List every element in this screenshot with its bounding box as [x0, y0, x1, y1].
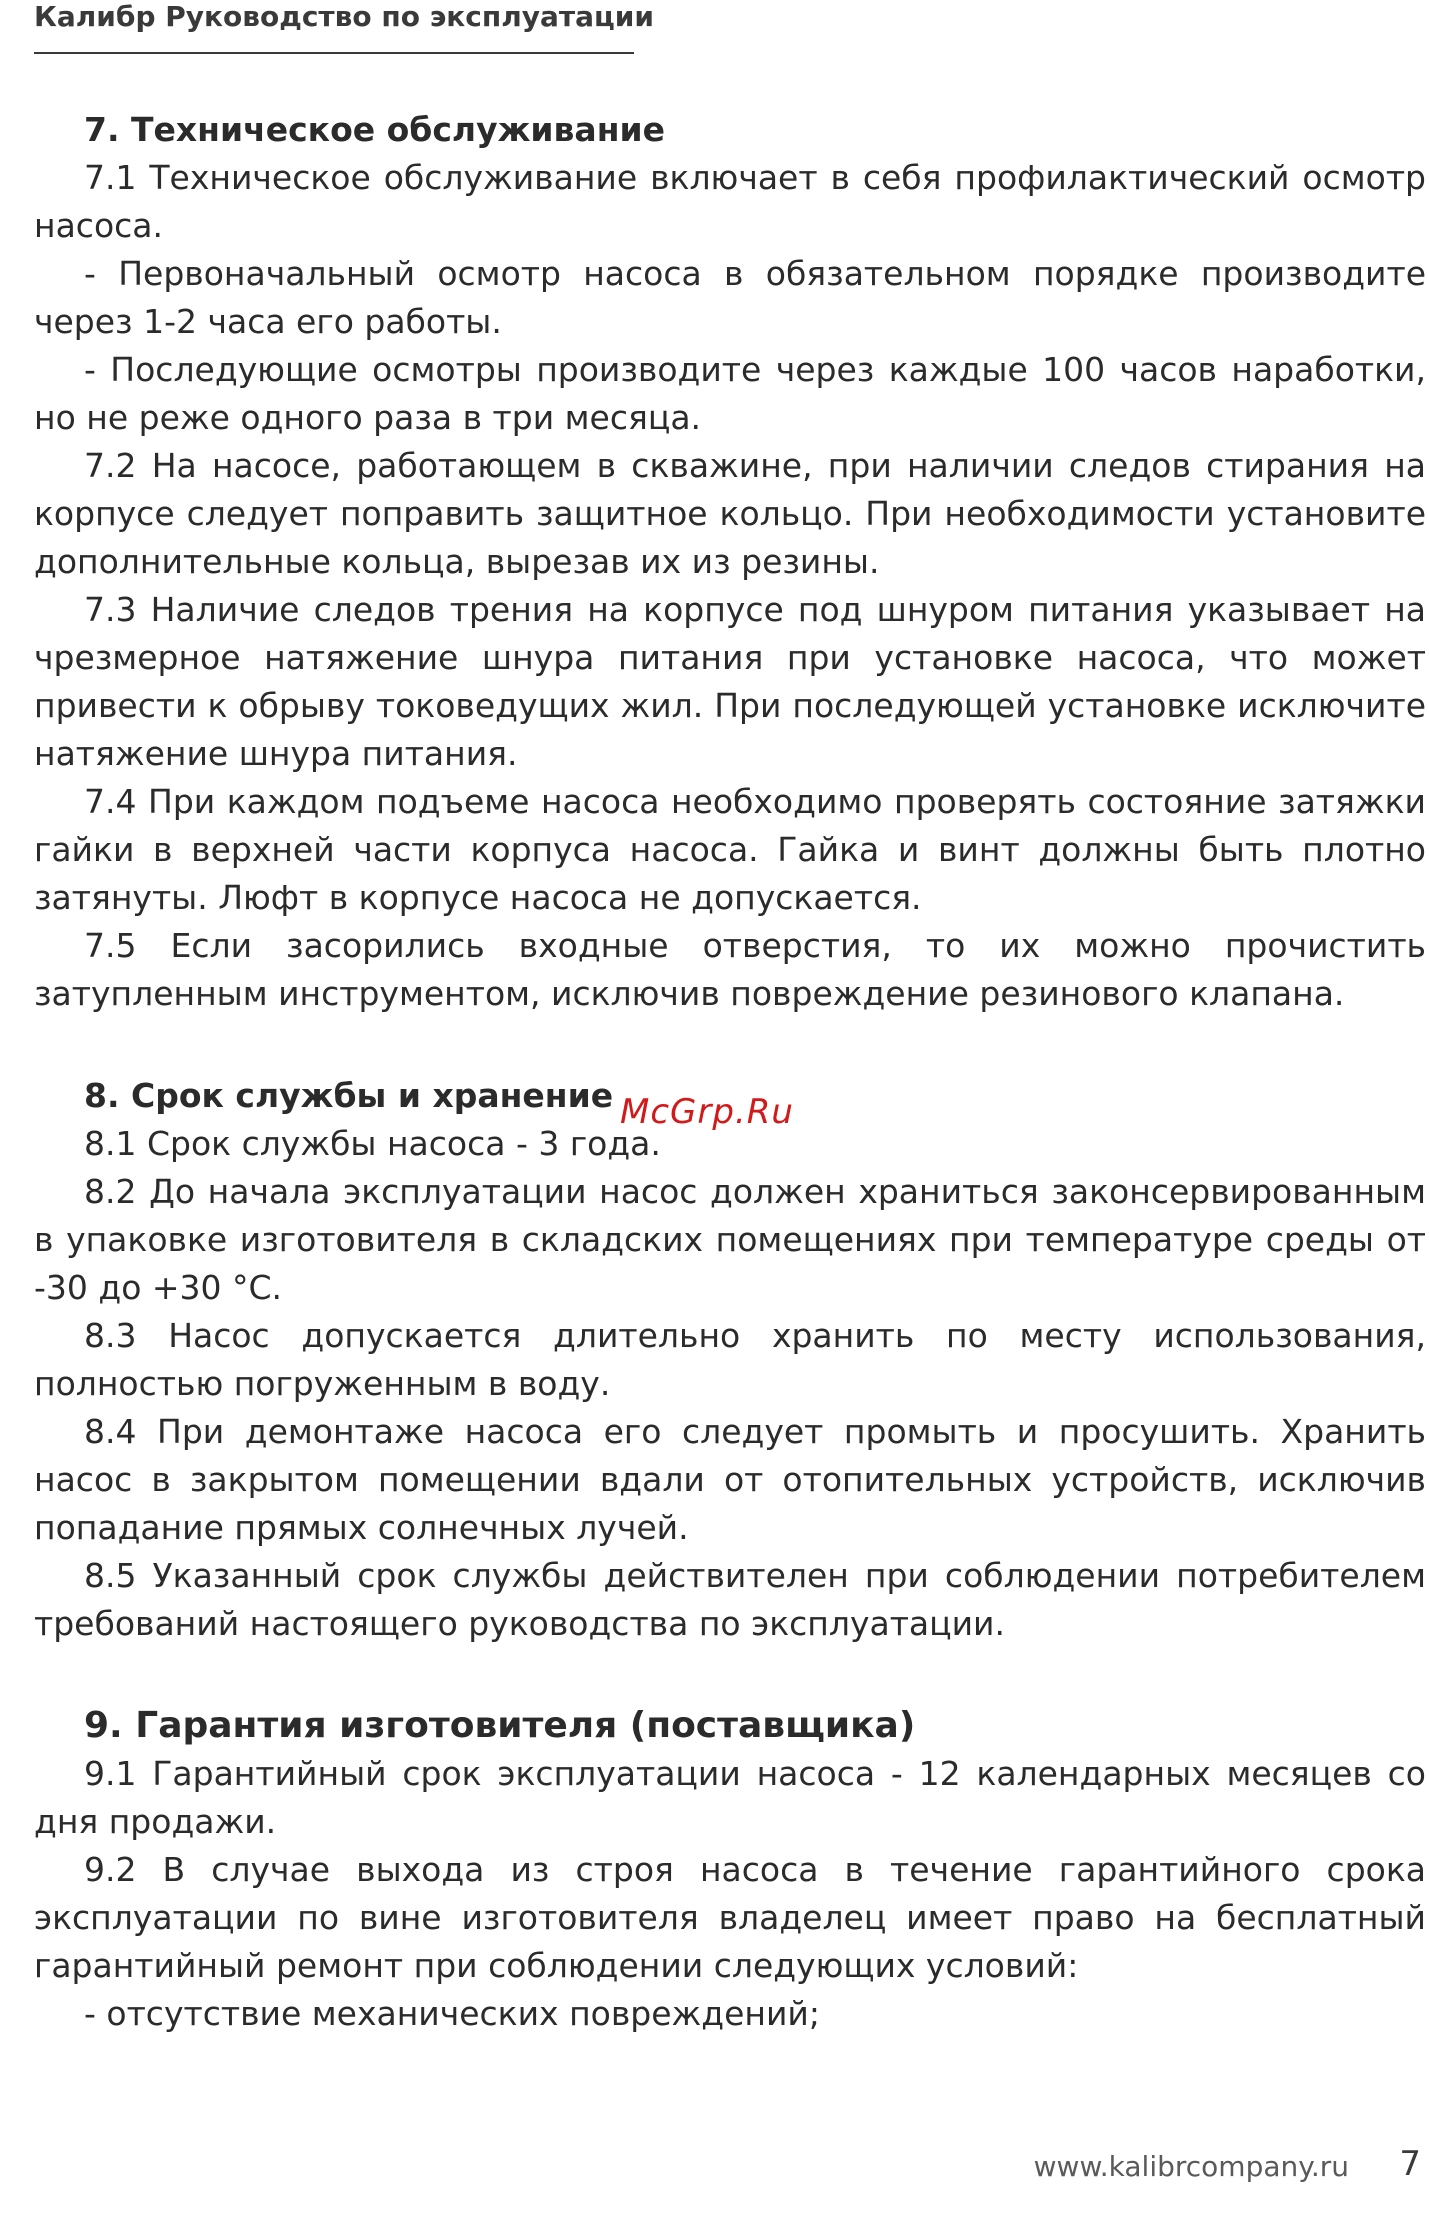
paragraph: - отсутствие механических повреждений; — [84, 1994, 820, 2033]
page-number: 7 — [1399, 2144, 1421, 2184]
watermark: McGrp.Ru — [620, 1092, 794, 1132]
paragraph: 8.3 Насос допускается длительно хранить по месту использования, полностью погруженным в воду. — [34, 1316, 1426, 1403]
paragraph: 7.2 На насосе, работающем в скважине, при наличии следов стирания на корпусе следует поправить защитное кольцо. При необходимости установите дополнительные кольца, вырезав их из резины. — [34, 446, 1426, 581]
section-warranty — [34, 1702, 1426, 2038]
section-title: 7. Техническое обслуживание — [84, 110, 665, 149]
paragraph: 7.3 Наличие следов трения на корпусе под шнуром питания указывает на чрезмерное натяжение шнура питания при установке насоса, что может привести к обрыву токоведущих жил. При последующей установке исключите натяжение шнура питания. — [34, 590, 1426, 773]
section-title: 9. Гарантия изготовителя (поставщика) — [84, 1705, 916, 1746]
paragraph: - Последующие осмотры производите через каждые 100 часов наработки, но не реже одного раза в три месяца. — [34, 350, 1426, 437]
paragraph: 7.5 Если засорились входные отверстия, то их можно прочистить затупленным инструментом, исключив повреждение резинового клапана. — [34, 926, 1426, 1013]
paragraph: 7.4 При каждом подъеме насоса необходимо проверять состояние затяжки гайки в верхней части корпуса насоса. Гайка и винт должны быть плотно затянуты. Люфт в корпусе насоса не допускается. — [34, 782, 1426, 917]
page-header — [34, 0, 655, 54]
paragraph: 8.5 Указанный срок службы действителен при соблюдении потребителем требований настоящего руководства по эксплуатации. — [34, 1556, 1426, 1643]
footer-url: www.kalibrcompany.ru — [1033, 2150, 1349, 2183]
paragraph: 9.1 Гарантийный срок эксплуатации насоса - 12 календарных месяцев со дня продажи. — [34, 1754, 1426, 1841]
paragraph: 8.1 Срок службы насоса - 3 года. — [84, 1124, 661, 1163]
paragraph: - Первоначальный осмотр насоса в обязательном порядке производите через 1-2 часа его работы. — [34, 254, 1426, 341]
paragraph: 8.2 До начала эксплуатации насос должен храниться законсервированным в упаковке изготовителя в складских помещениях при температуре среды от -30 до +30 °С. — [34, 1172, 1426, 1307]
section-service-life — [34, 1072, 1426, 1648]
section-maintenance — [34, 106, 1426, 1018]
paragraph: 7.1 Техническое обслуживание включает в себя профилактический осмотр насоса. — [34, 158, 1426, 245]
section-title: 8. Срок службы и хранение — [84, 1076, 614, 1115]
paragraph: 9.2 В случае выхода из строя насоса в течение гарантийного срока эксплуатации по вине изготовителя владелец имеет право на бесплатный гарантийный ремонт при соблюдении следующих условий: — [34, 1850, 1426, 1985]
header-title: Калибр Руководство по эксплуатации — [34, 0, 655, 33]
paragraph: 8.4 При демонтаже насоса его следует промыть и просушить. Хранить насос в закрытом помещении вдали от отопительных устройств, исключив попадание прямых солнечных лучей. — [34, 1412, 1426, 1547]
